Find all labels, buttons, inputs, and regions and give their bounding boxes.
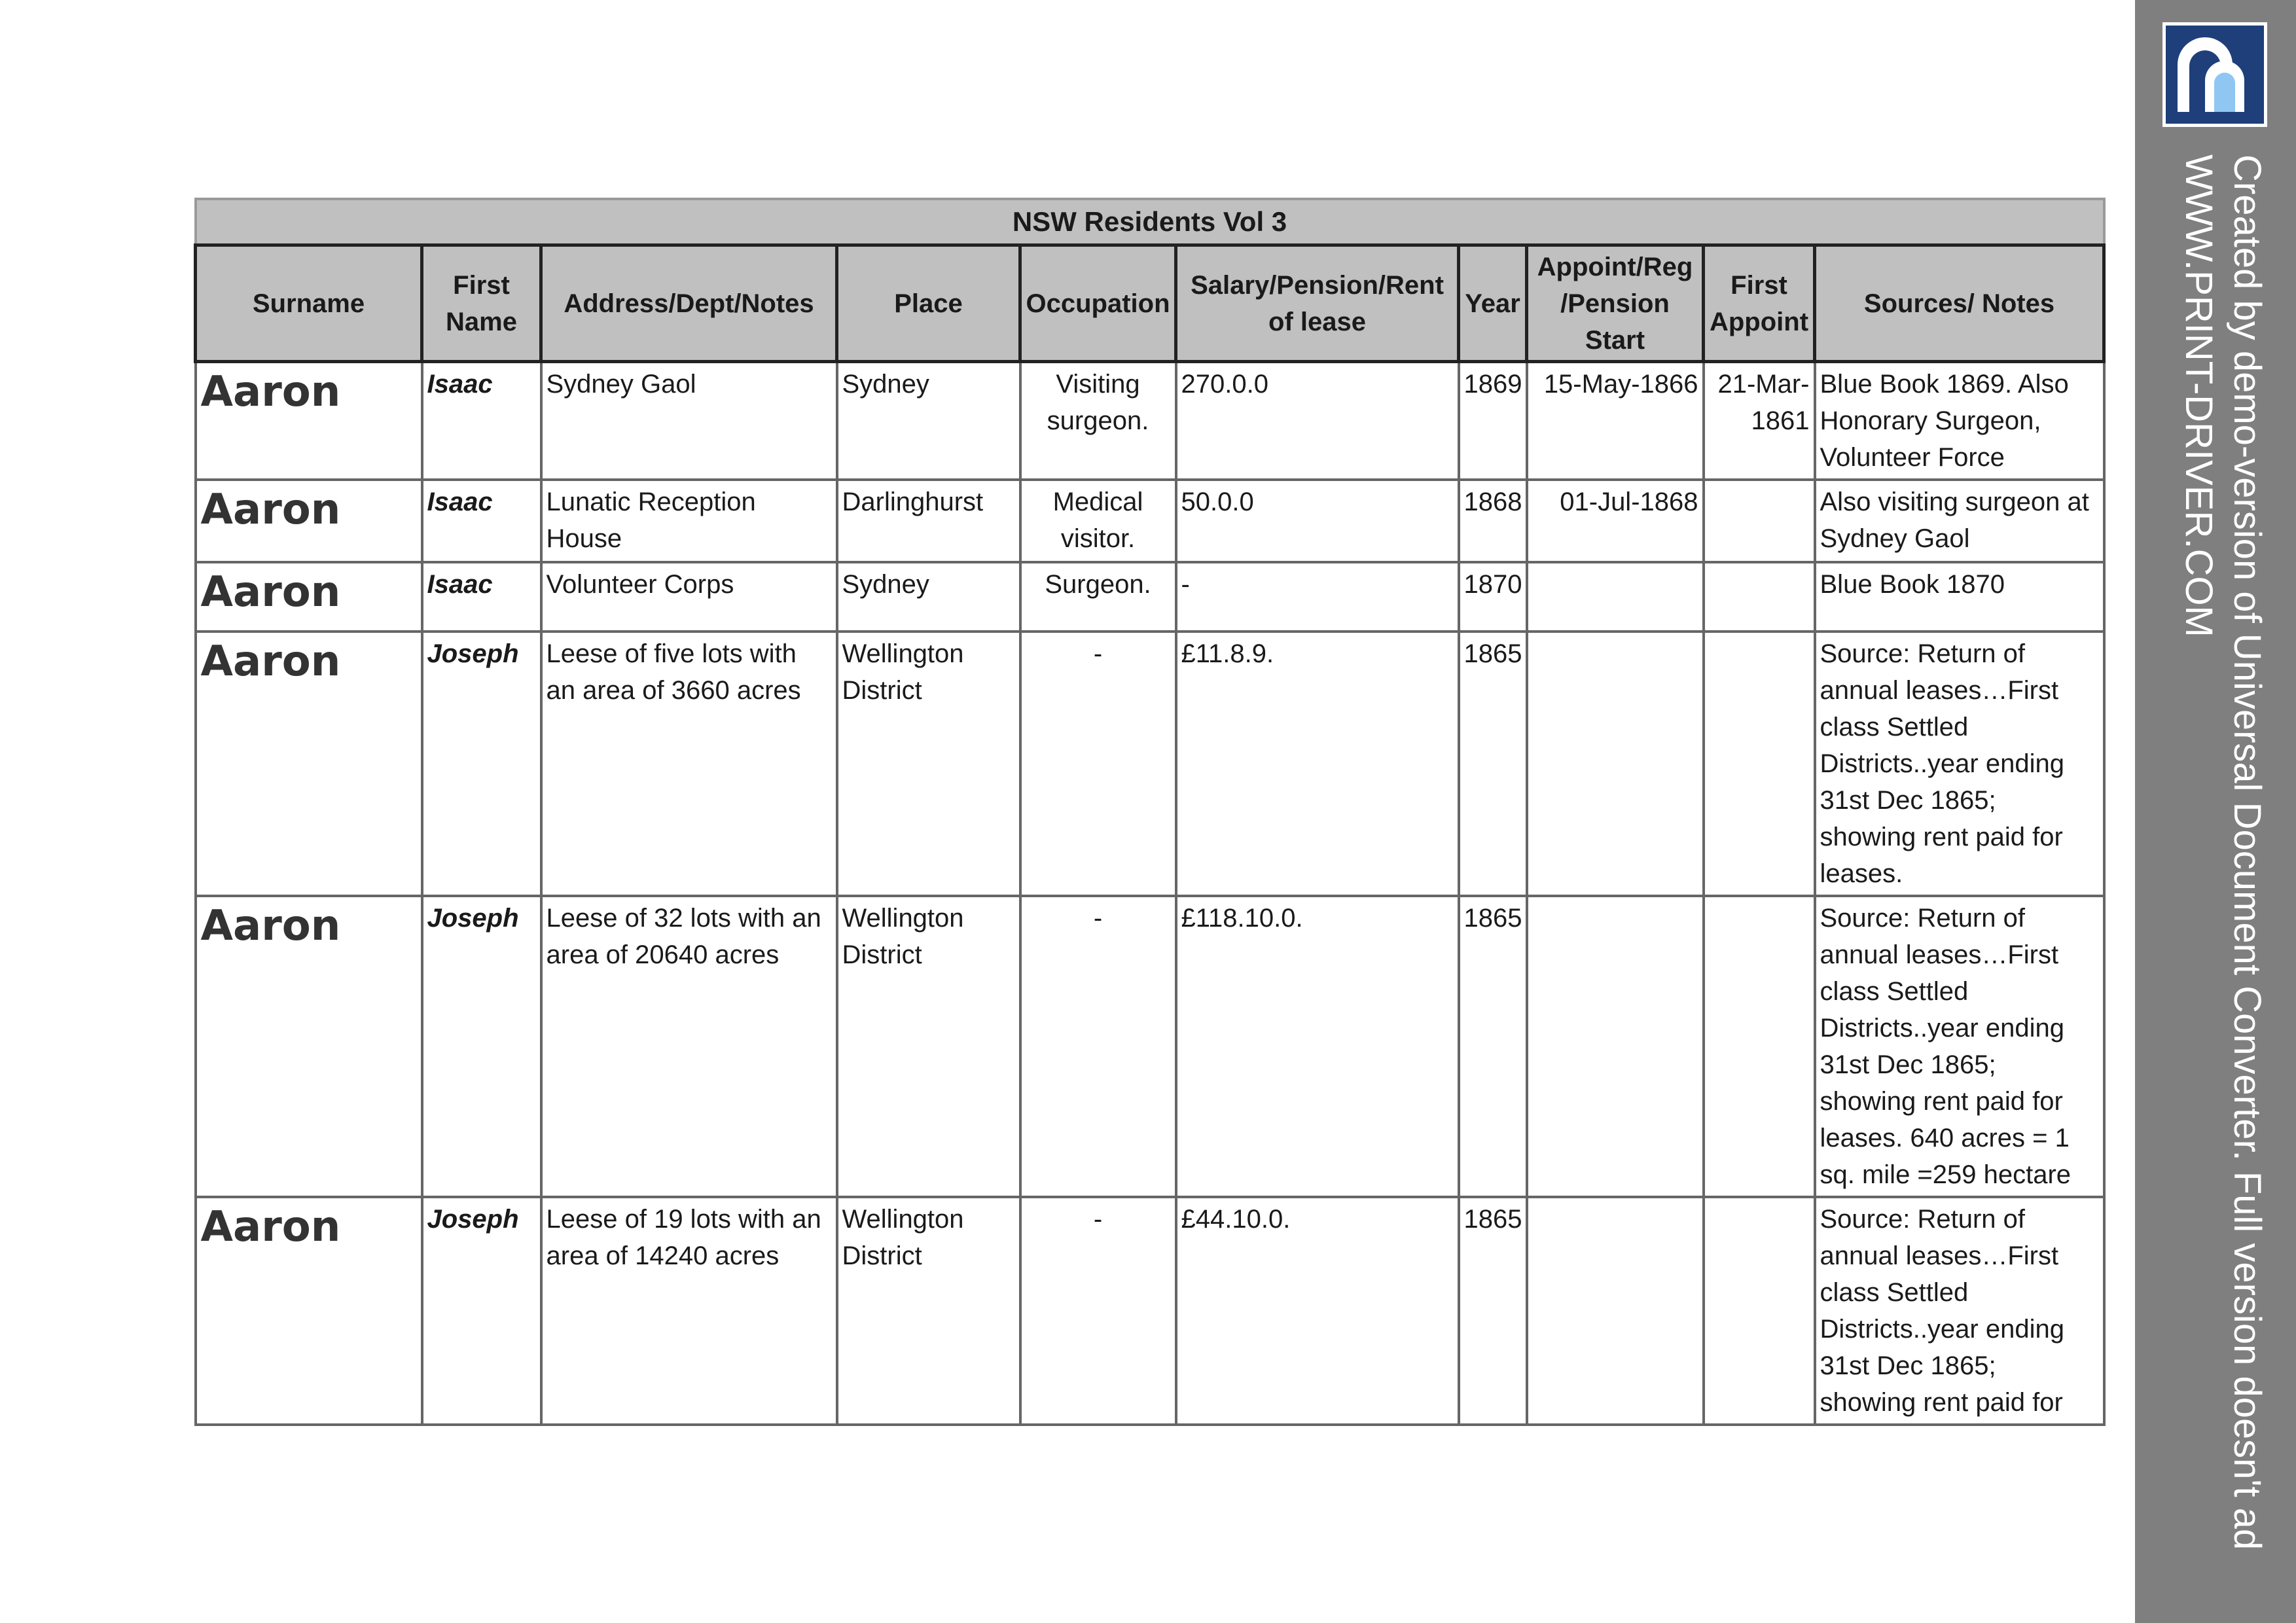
- address-cell: Leese of 19 lots with an area of 14240 acres: [541, 1197, 837, 1425]
- first-name-cell: Joseph: [422, 632, 541, 896]
- occupation-cell: Visiting surgeon.: [1020, 362, 1176, 480]
- salary-cell: £118.10.0.: [1176, 896, 1459, 1197]
- col-header-appoint: Appoint/Reg /Pension Start: [1527, 245, 1704, 362]
- col-header-salary: Salary/Pension/Rent of lease: [1176, 245, 1459, 362]
- occupation-cell: Surgeon.: [1020, 562, 1176, 632]
- salary-cell: £44.10.0.: [1176, 1197, 1459, 1425]
- salary-cell: 270.0.0: [1176, 362, 1459, 480]
- sources-cell: Source: Return of annual leases…First class Settled Districts..year ending 31st Dec 1865; showing rent paid for: [1815, 1197, 2104, 1425]
- occupation-cell: -: [1020, 632, 1176, 896]
- watermark-line-2: WWW.PRINT-DRIVER.COM: [2178, 154, 2220, 637]
- first-appoint-cell: [1704, 1197, 1815, 1425]
- first-appoint-cell: [1704, 896, 1815, 1197]
- occupation-cell: Medical visitor.: [1020, 480, 1176, 562]
- first-name-cell: Joseph: [422, 896, 541, 1197]
- occupation-cell: -: [1020, 1197, 1176, 1425]
- header-row: [196, 245, 2104, 362]
- col-header-place: Place: [837, 245, 1020, 362]
- year-cell: 1865: [1459, 632, 1527, 896]
- table-row: [196, 480, 2104, 562]
- sources-cell: Blue Book 1870: [1815, 562, 2104, 632]
- year-cell: 1865: [1459, 896, 1527, 1197]
- watermark-line-1: Created by demo-version of Universal Document Converter. Full version doesn't ad: [2226, 154, 2269, 1550]
- table-title: NSW Residents Vol 3: [196, 199, 2104, 245]
- appoint-cell: 01-Jul-1868: [1527, 480, 1704, 562]
- address-cell: Lunatic Reception House: [541, 480, 837, 562]
- watermark-text: [2174, 154, 2271, 1550]
- table-row: [196, 1197, 2104, 1425]
- place-cell: Sydney: [837, 562, 1020, 632]
- address-cell: Sydney Gaol: [541, 362, 837, 480]
- col-header-address: Address/Dept/Notes: [541, 245, 837, 362]
- surname-cell: Aaron: [196, 562, 422, 632]
- col-header-occupation: Occupation: [1020, 245, 1176, 362]
- occupation-cell: -: [1020, 896, 1176, 1197]
- address-cell: Volunteer Corps: [541, 562, 837, 632]
- appoint-cell: [1527, 562, 1704, 632]
- col-header-first-appoint: First Appoint: [1704, 245, 1815, 362]
- first-appoint-cell: [1704, 562, 1815, 632]
- place-cell: Wellington District: [837, 1197, 1020, 1425]
- first-name-cell: Isaac: [422, 362, 541, 480]
- table-row: [196, 562, 2104, 632]
- surname-cell: Aaron: [196, 1197, 422, 1425]
- surname-cell: Aaron: [196, 632, 422, 896]
- table-row: [196, 896, 2104, 1197]
- table-row: [196, 362, 2104, 480]
- salary-cell: -: [1176, 562, 1459, 632]
- address-cell: Leese of 32 lots with an area of 20640 acres: [541, 896, 837, 1197]
- year-cell: 1868: [1459, 480, 1527, 562]
- first-appoint-cell: [1704, 632, 1815, 896]
- sources-cell: Source: Return of annual leases…First class Settled Districts..year ending 31st Dec 1865; showing rent paid for leases.: [1815, 632, 2104, 896]
- place-cell: Wellington District: [837, 632, 1020, 896]
- appoint-cell: [1527, 896, 1704, 1197]
- surname-cell: Aaron: [196, 480, 422, 562]
- place-cell: Darlinghurst: [837, 480, 1020, 562]
- surname-cell: Aaron: [196, 896, 422, 1197]
- udc-logo-icon: [2162, 22, 2267, 127]
- year-cell: 1869: [1459, 362, 1527, 480]
- appoint-cell: [1527, 632, 1704, 896]
- col-header-surname: Surname: [196, 245, 422, 362]
- first-name-cell: Isaac: [422, 562, 541, 632]
- col-header-sources: Sources/ Notes: [1815, 245, 2104, 362]
- first-name-cell: Isaac: [422, 480, 541, 562]
- residents-table: [194, 198, 2106, 1426]
- place-cell: Wellington District: [837, 896, 1020, 1197]
- first-appoint-cell: [1704, 480, 1815, 562]
- surname-cell: Aaron: [196, 362, 422, 480]
- sources-cell: Source: Return of annual leases…First class Settled Districts..year ending 31st Dec 1865; showing rent paid for leases. 640 acres = 1 sq. mile =259 hectare: [1815, 896, 2104, 1197]
- place-cell: Sydney: [837, 362, 1020, 480]
- year-cell: 1865: [1459, 1197, 1527, 1425]
- sources-cell: Also visiting surgeon at Sydney Gaol: [1815, 480, 2104, 562]
- salary-cell: £11.8.9.: [1176, 632, 1459, 896]
- appoint-cell: 15-May-1866: [1527, 362, 1704, 480]
- first-name-cell: Joseph: [422, 1197, 541, 1425]
- salary-cell: 50.0.0: [1176, 480, 1459, 562]
- table-row: [196, 632, 2104, 896]
- address-cell: Leese of five lots with an area of 3660 acres: [541, 632, 837, 896]
- first-appoint-cell: 21-Mar-1861: [1704, 362, 1815, 480]
- appoint-cell: [1527, 1197, 1704, 1425]
- year-cell: 1870: [1459, 562, 1527, 632]
- sources-cell: Blue Book 1869. Also Honorary Surgeon, Volunteer Force: [1815, 362, 2104, 480]
- col-header-first-name: First Name: [422, 245, 541, 362]
- watermark-sidebar: [2135, 0, 2296, 1623]
- col-header-year: Year: [1459, 245, 1527, 362]
